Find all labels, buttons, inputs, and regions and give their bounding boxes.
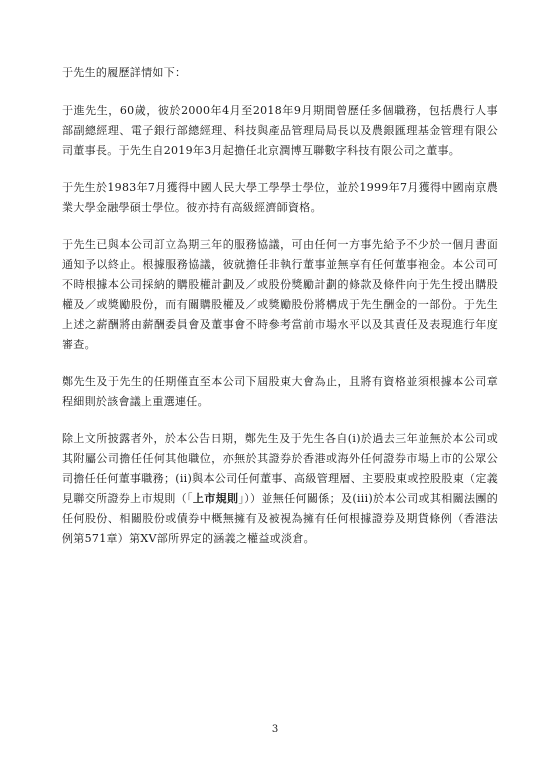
paragraph-service-agreement: 于先生已與本公司訂立為期三年的服務協議，可由任何一方事先給予不少於一個月書面通知予以終止。根據服務協議，彼就擔任非執行董事並無享有任何董事袍金。本公司可不時根據本公司採納的購股權計劃及／或股份獎勵計劃的條款及條件向于先生授出購股權及／或獎勵股份，而有關購股權及／或獎勵股份將構成于先生酬金的一部份。于先生上述之薪酬將由薪酬委員會及董事會不時參考當前市場水平以及其責任及表現進行年度審查。 — [62, 238, 498, 351]
listing-rules-term: 上市規則 — [192, 492, 239, 505]
disclosure-text-part-2: 」））並無任何關係；及(iii)於本公司或其相關法團的任何股份、相關股份或債券中概無擁有及被視為擁有任何根據證券及期貨條例（香港法例第571章）第XV部所界定的涵義之權益或淡倉。 — [62, 492, 498, 545]
intro-line: 于先生的履歷詳情如下： — [62, 66, 187, 79]
page-number: 3 — [271, 724, 279, 735]
disclosure-text-part-1: 除上文所披露者外，於本公告日期，鄭先生及于先生各自(i)於過去三年並無於本公司或其附屬公司擔任任何其他職位，亦無於其證券於香港或海外任何證券市場上市的公眾公司擔任任何董事職務；(ii)與本公司任何董事、高級管理層、主要股東或控股股東（定義見聯交所證券上市規則（「 — [62, 432, 498, 505]
paragraph-disclosure — [62, 429, 498, 549]
paragraph-career: 于進先生，60歲，彼於2000年4月至2018年9月期間曾歷任多個職務，包括農行人事部副總經理、電子銀行部總經理、科技與產品管理局局長以及農銀匯理基金管理有限公司董事長。于先生自2019年3月起擔任北京潤博互聯數字科技有限公司之董事。 — [62, 104, 498, 157]
document-body — [62, 63, 498, 566]
paragraph-education: 于先生於1983年7月獲得中國人民大學工學學士學位，並於1999年7月獲得中國南京農業大學金融學碩士學位。彼亦持有高級經濟師資格。 — [62, 181, 498, 214]
paragraph-term: 鄭先生及于先生的任期僅直至本公司下屆股東大會為止，且將有資格並須根據本公司章程細則於該會議上重選連任。 — [62, 375, 498, 408]
